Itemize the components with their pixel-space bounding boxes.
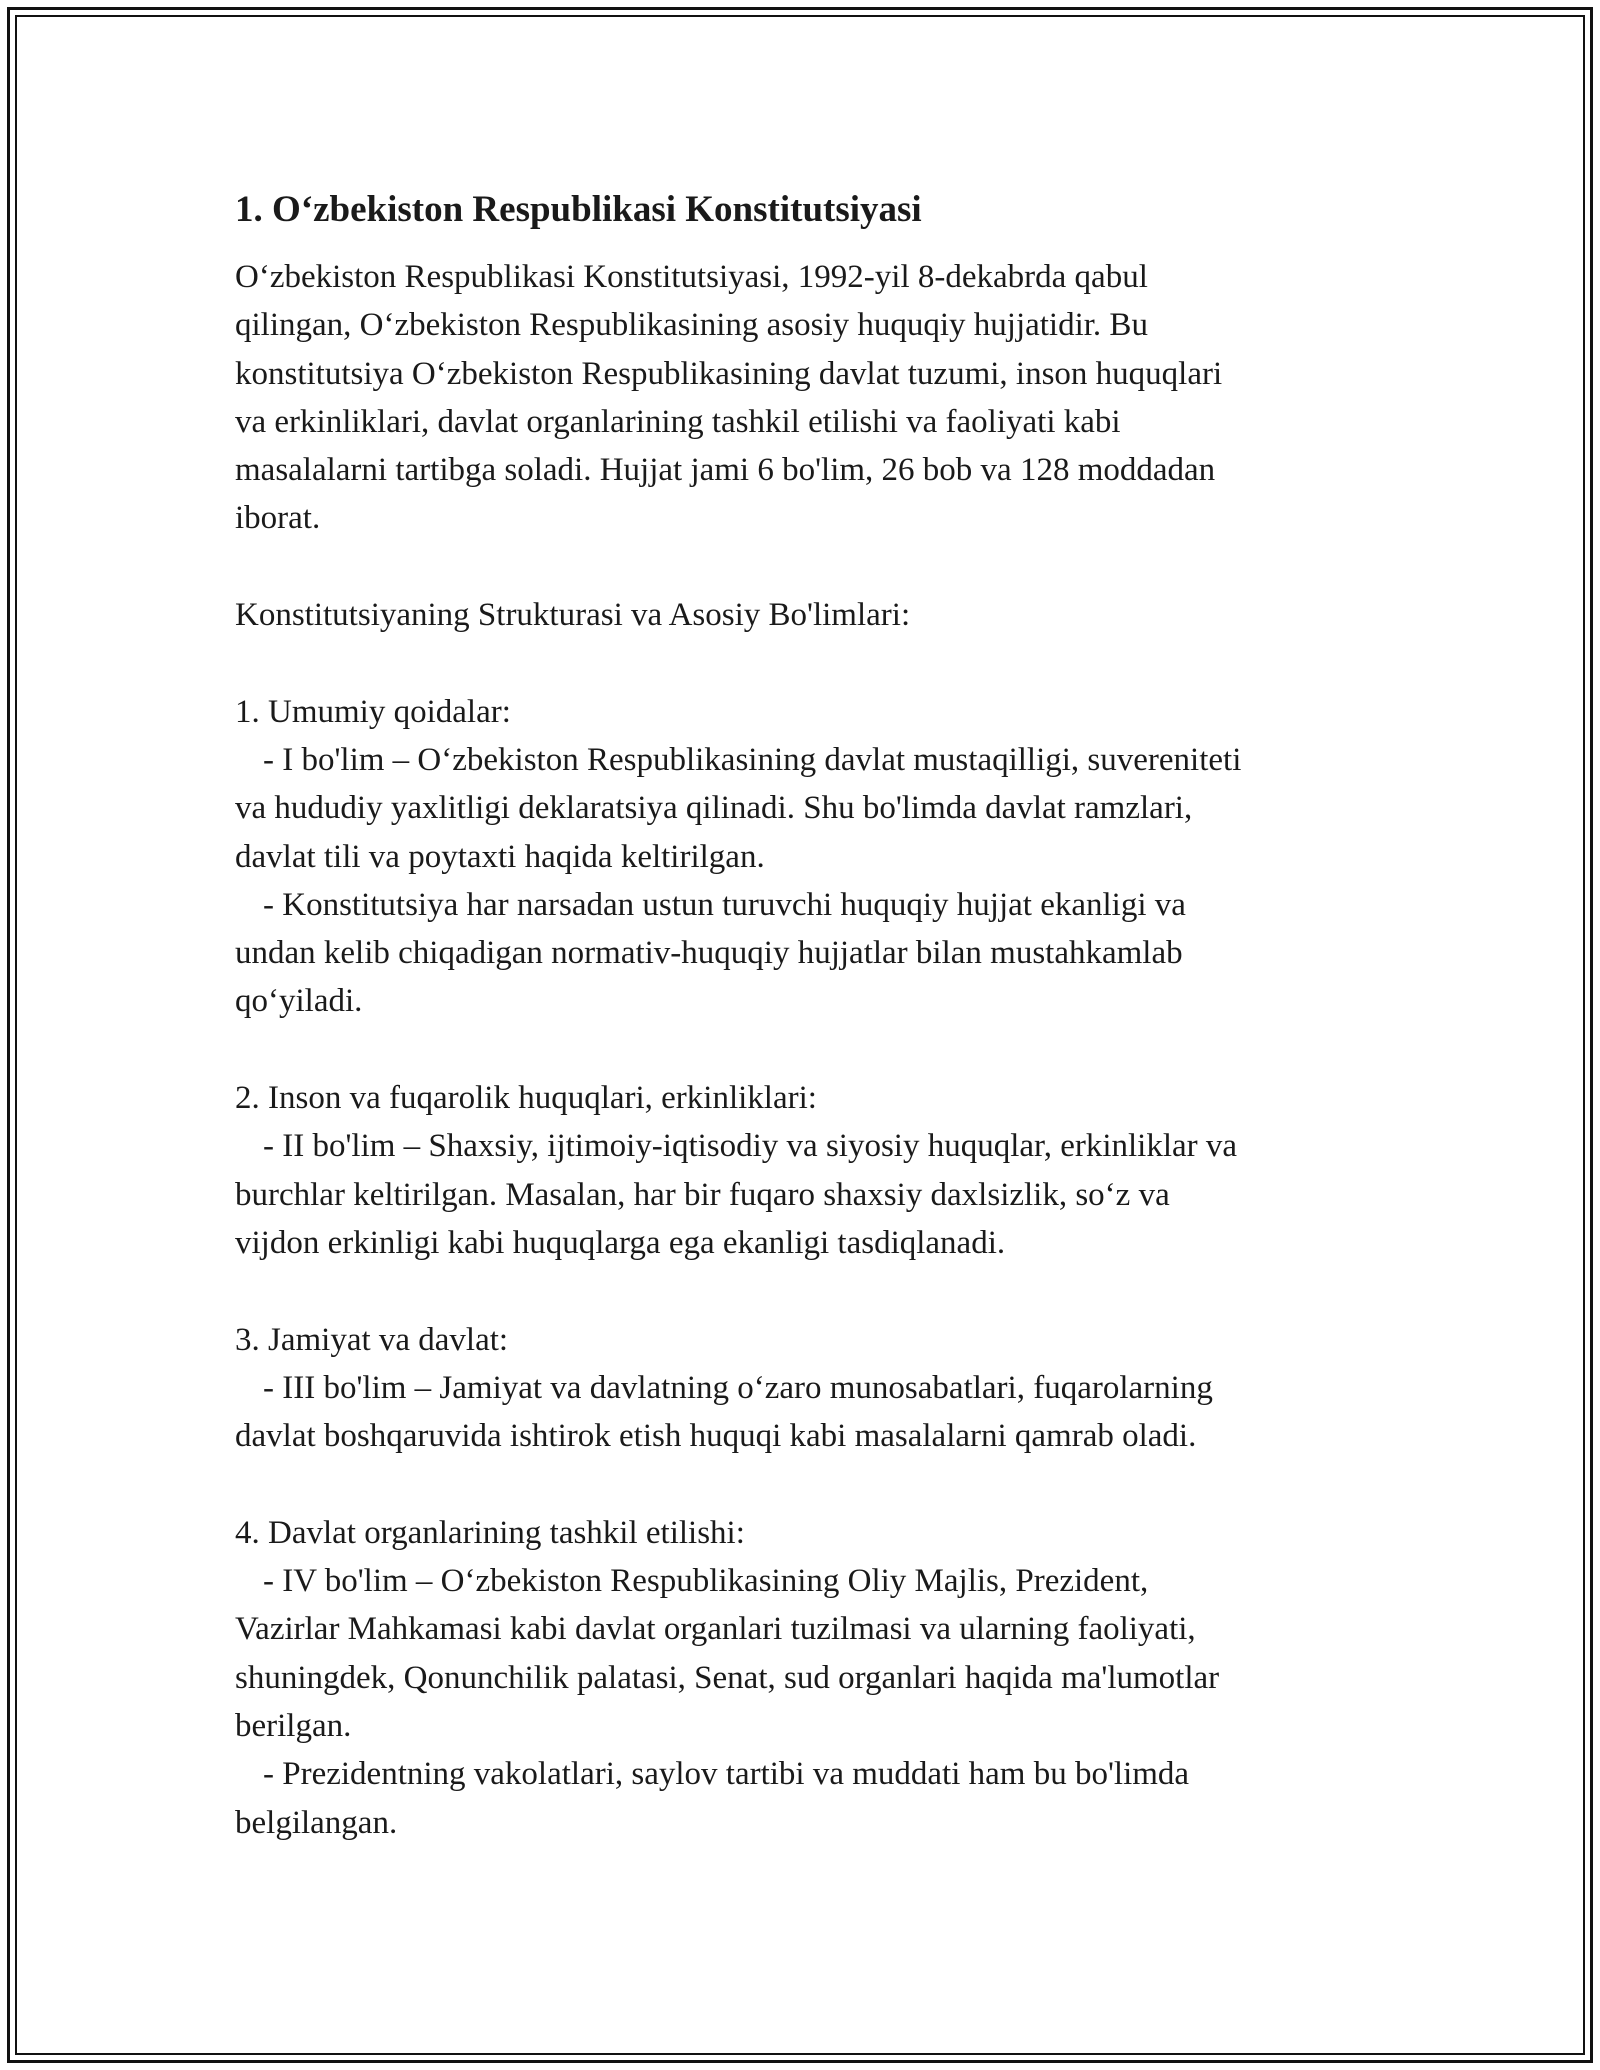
section-davlat-organlari — [235, 1509, 1375, 1847]
section-umumiy-qoidalar — [235, 688, 1375, 1026]
document-title: 1. O‘zbekiston Respublikasi Konstitutsiyasi — [235, 189, 922, 230]
intro-line: va erkinliklari, davlat organlarining tashkil etilishi va faoliyati kabi — [235, 403, 1121, 440]
section-bullet-line: - III bo'lim – Jamiyat va davlatning o‘zaro munosabatlari, fuqarolarning — [263, 1369, 1213, 1406]
blank-line — [235, 543, 1375, 591]
section-line: Vazirlar Mahkamasi kabi davlat organlari tuzilmasi va ularning faoliyati, — [235, 1611, 1196, 1648]
intro-line: masalalarni tartibga soladi. Hujjat jami 6 bo'lim, 26 bob va 128 moddadan — [235, 452, 1216, 489]
intro-paragraph — [235, 253, 1375, 543]
section-line: berilgan. — [235, 1707, 352, 1744]
section-bullet-line: - Prezidentning vakolatlari, saylov tartibi va muddati ham bu bo'limda — [263, 1756, 1190, 1793]
intro-line: konstitutsiya O‘zbekiston Respublikasining davlat tuzumi, inson huquqlari — [235, 355, 1223, 392]
blank-line — [235, 1460, 1375, 1508]
section-inson-huquqlari — [235, 1074, 1375, 1267]
blank-line — [235, 639, 1375, 687]
structure-heading: Konstitutsiyaning Strukturasi va Asosiy Bo'limlari: — [235, 597, 911, 634]
section-line: va hududiy yaxlitligi deklaratsiya qilinadi. Shu bo'limda davlat ramzlari, — [235, 790, 1193, 827]
section-bullet-line: - IV bo'lim – O‘zbekiston Respublikasining Oliy Majlis, Prezident, — [263, 1563, 1149, 1600]
intro-line: O‘zbekiston Respublikasi Konstitutsiyasi, 1992-yil 8-dekabrda qabul — [235, 259, 1148, 295]
section-bullet-line: - II bo'lim – Shaxsiy, ijtimoiy-iqtisodiy va siyosiy huquqlar, erkinliklar va — [263, 1128, 1238, 1165]
blank-line — [235, 1026, 1375, 1074]
section-line: burchlar keltirilgan. Masalan, har bir fuqaro shaxsiy daxlsizlik, so‘z va — [235, 1176, 1170, 1213]
section-heading: 3. Jamiyat va davlat: — [235, 1321, 509, 1358]
section-heading: 1. Umumiy qoidalar: — [235, 693, 511, 730]
blank-line — [235, 1267, 1375, 1315]
intro-line: iborat. — [235, 500, 321, 537]
section-line: qo‘yiladi. — [235, 983, 363, 1020]
section-heading: 4. Davlat organlarining tashkil etilishi: — [235, 1514, 745, 1551]
section-line: davlat boshqaruvida ishtirok etish huquqi kabi masalalarni qamrab oladi. — [235, 1418, 1197, 1455]
section-bullet-line: - I bo'lim – O‘zbekiston Respublikasining davlat mustaqilligi, suvereniteti — [263, 741, 1242, 778]
intro-line: qilingan, O‘zbekiston Respublikasining asosiy huquqiy hujjatidir. Bu — [235, 307, 1148, 344]
section-jamiyat-va-davlat — [235, 1316, 1375, 1461]
section-heading: 2. Inson va fuqarolik huquqlari, erkinliklari: — [235, 1080, 817, 1117]
section-line: undan kelib chiqadigan normativ-huquqiy hujjatlar bilan mustahkamlab — [235, 935, 1183, 972]
section-line: shuningdek, Qonunchilik palatasi, Senat, sud organlari haqida ma'lumotlar — [235, 1659, 1220, 1696]
section-line: vijdon erkinligi kabi huquqlarga ega ekanligi tasdiqlanadi. — [235, 1224, 1006, 1261]
document-page — [235, 185, 1375, 1847]
section-line: belgilangan. — [235, 1804, 398, 1841]
section-bullet-line: - Konstitutsiya har narsadan ustun turuvchi huquqiy hujjat ekanligi va — [263, 886, 1186, 923]
section-line: davlat tili va poytaxti haqida keltirilgan. — [235, 838, 765, 875]
